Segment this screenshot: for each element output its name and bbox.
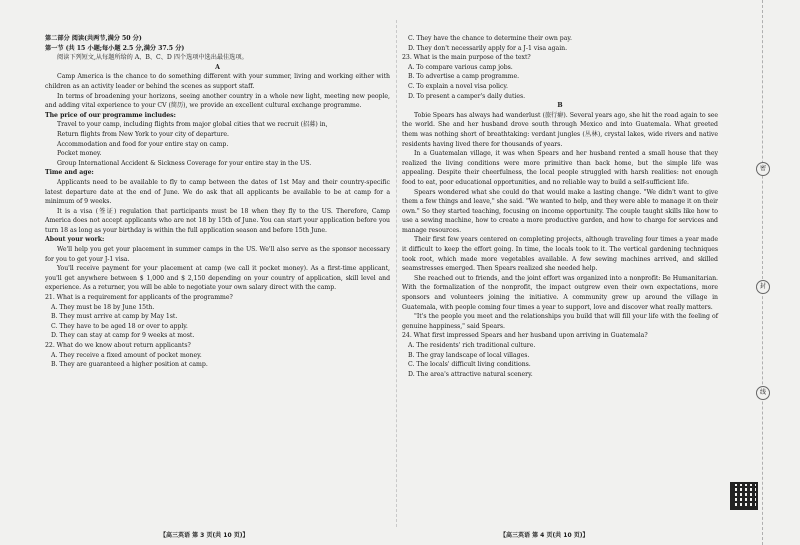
answer-option: D. To present a camper's daily duties. (408, 92, 526, 100)
answer-option: A. The residents' rich traditional culture. (408, 342, 536, 349)
passage-paragraph: Applicants need to be available to fly to camp between the dates of 1st May and their country-specific latest departure date at the end of June. We do ask that all applicants be available to be at camp for a minimum of 9 weeks. (45, 178, 390, 206)
passage-paragraph: Camp America is the chance to do something different with your summer, living and working either with children as an activity leader or behind the scenes as support staff. (45, 73, 390, 90)
answer-option: B. They must arrive at camp by May 1st. (51, 313, 178, 321)
passage-paragraph: She reached out to friends, and the joint effort was organized into a nonprofit: Be Humanitarian. With the formalization of the nonprofit, the impact outgrew even their own expectations, more sponsors and volunteers joining the initiative. A community grew up around the village in Guatemala, with people coming four times a year to support, love and discover what really matters. (402, 274, 718, 311)
binding-mark-3: 线 (756, 386, 770, 400)
answer-option: B. To advertise a camp programme. (408, 73, 520, 81)
qr-code (730, 482, 758, 510)
answer-option: D. They can stay at camp for 9 weeks at most. (51, 332, 195, 340)
section-heading: About your work: (45, 236, 105, 244)
passage-a-label: A (215, 63, 220, 71)
answer-option: B. The gray landscape of local villages. (408, 351, 530, 359)
passage-paragraph: Spears wondered what she could do that would make a lasting change. "We didn't want to give them a few things and leave," she said. "We wanted to help, and they were able to manage it on their own." So they started teaching, focusing on income opportunity. The couple taught skills like how to use a sewing machine, how to create a more productive garden, and how to charge for services and manage resources. (402, 188, 718, 234)
answer-option: B. They are guaranteed a higher position at camp. (51, 361, 208, 369)
binding-mark-1: 密 (756, 162, 770, 176)
answer-option: C. The locals' difficult living conditions. (408, 361, 531, 369)
list-item: Travel to your camp, including flights from major global cities that we recruit (招募) in, (57, 121, 328, 129)
page-footer-right: 【高三英语 第 4 页(共 10 页)】 (500, 532, 589, 539)
list-item: Pocket money. (57, 150, 102, 158)
question-24: 24. What first impressed Spears and her husband upon arriving in Guatemala? (402, 332, 648, 340)
binding-mark-2: 封 (756, 280, 770, 294)
answer-option: C. To explain a novel visa policy. (408, 82, 508, 90)
section-title: 第二部分 阅读(共两节,满分 50 分) (45, 35, 142, 42)
answer-option: C. They have to be aged 18 or over to apply. (51, 322, 188, 330)
answer-option: D. The area's attractive natural scenery. (408, 370, 533, 378)
answer-option: D. They don't necessarily apply for a J-1 visa again. (408, 44, 568, 52)
answer-option: C. They have the chance to determine their own pay. (408, 35, 572, 42)
question-21: 21. What is a requirement for applicants of the programme? (45, 294, 233, 302)
answer-option: A. To compare various camp jobs. (408, 63, 513, 71)
answer-option: A. They must be 18 by June 15th. (51, 303, 155, 311)
passage-paragraph: You'll receive payment for your placement at camp (we call it pocket money). As a first-time applicant, you'll get anywhere between $ 1,000 and $ 2,150 depending on your country of application, skill level and experience. As a returner, you will be able to negotiate your own salary direct with the camp. (45, 265, 390, 292)
page-divider (396, 20, 397, 527)
section-heading: The price of our programme includes: (45, 111, 176, 119)
passage-paragraph: Their first few years centered on completing projects, although traveling four times a year made it difficult to keep the effort going. In time, the locals took to it. The vertical gardening techniques took root, which made more vegetables available. A few sewing machines arrived, and skilled seamstresses emerged. Then Spears realized she needed help. (402, 236, 718, 273)
part-title: 第一节 (共 15 小题;每小题 2.5 分,满分 37.5 分) (45, 44, 185, 52)
passage-paragraph: In a Guatemalan village, it was when Spears and her husband rented a small house that they realized the living conditions were more primitive than back home, but the simple life was appealing. Despite their cheerfulness, the local people struggled with harsh realities: not enough food to eat, poor educational opportunities, and no reliable way to build a self-sufficient life. (402, 150, 718, 186)
instructions: 阅读下列短文,从每题所给的 A、B、C、D 四个选项中选出最佳选项。 (57, 54, 248, 62)
passage-paragraph: It is a visa (签证) regulation that participants must be 18 when they fly to the US. Therefore, Camp America does not accept applicants who are not 18 by 15th of June. You can start your application before you turn 18 as long as your birthday is within the full application season and before 15th June. (45, 207, 390, 234)
right-page (402, 34, 718, 545)
page-footer-left: 【高三英语 第 3 页(共 10 页)】 (160, 532, 249, 539)
list-item: Return flights from New York to your city of departure. (57, 130, 229, 138)
binding-line (762, 0, 763, 545)
list-item: Accommodation and food for your entire stay on camp. (57, 140, 229, 148)
passage-paragraph: In terms of broadening your horizons, seeing another country in a whole new light, meeting new people, and adding vital experience to your CV (简历), we provide an excellent cultural exchange programme. (45, 92, 390, 110)
passage-paragraph: "It's the people you meet and the relationships you build that will fill your life with the feeling of genuine happiness," said Spears. (402, 313, 718, 330)
answer-option: A. They receive a fixed amount of pocket money. (51, 351, 202, 359)
passage-paragraph: Tobie Spears has always had wanderlust (旅行癖). Several years ago, she hit the road again to see the world. She and her husband drove south through Mexico and into Guatemala. What greeted them was nothing short of breathtaking: verdant jungles (丛林), crystal lakes, wide rivers and native residents having lived there for thousands of years. (402, 111, 718, 148)
section-heading: Time and age: (45, 169, 94, 177)
question-23: 23. What is the main purpose of the text? (402, 54, 531, 62)
question-22: 22. What do we know about return applicants? (45, 342, 191, 349)
passage-paragraph: We'll help you get your placement in summer camps in the US. We'll also serve as the sponsor necessary for you to get your J-1 visa. (45, 246, 390, 263)
list-item: Group International Accident & Sickness Coverage for your entire stay in the US. (57, 159, 312, 167)
left-page (45, 34, 390, 545)
passage-b-label: B (557, 102, 563, 110)
